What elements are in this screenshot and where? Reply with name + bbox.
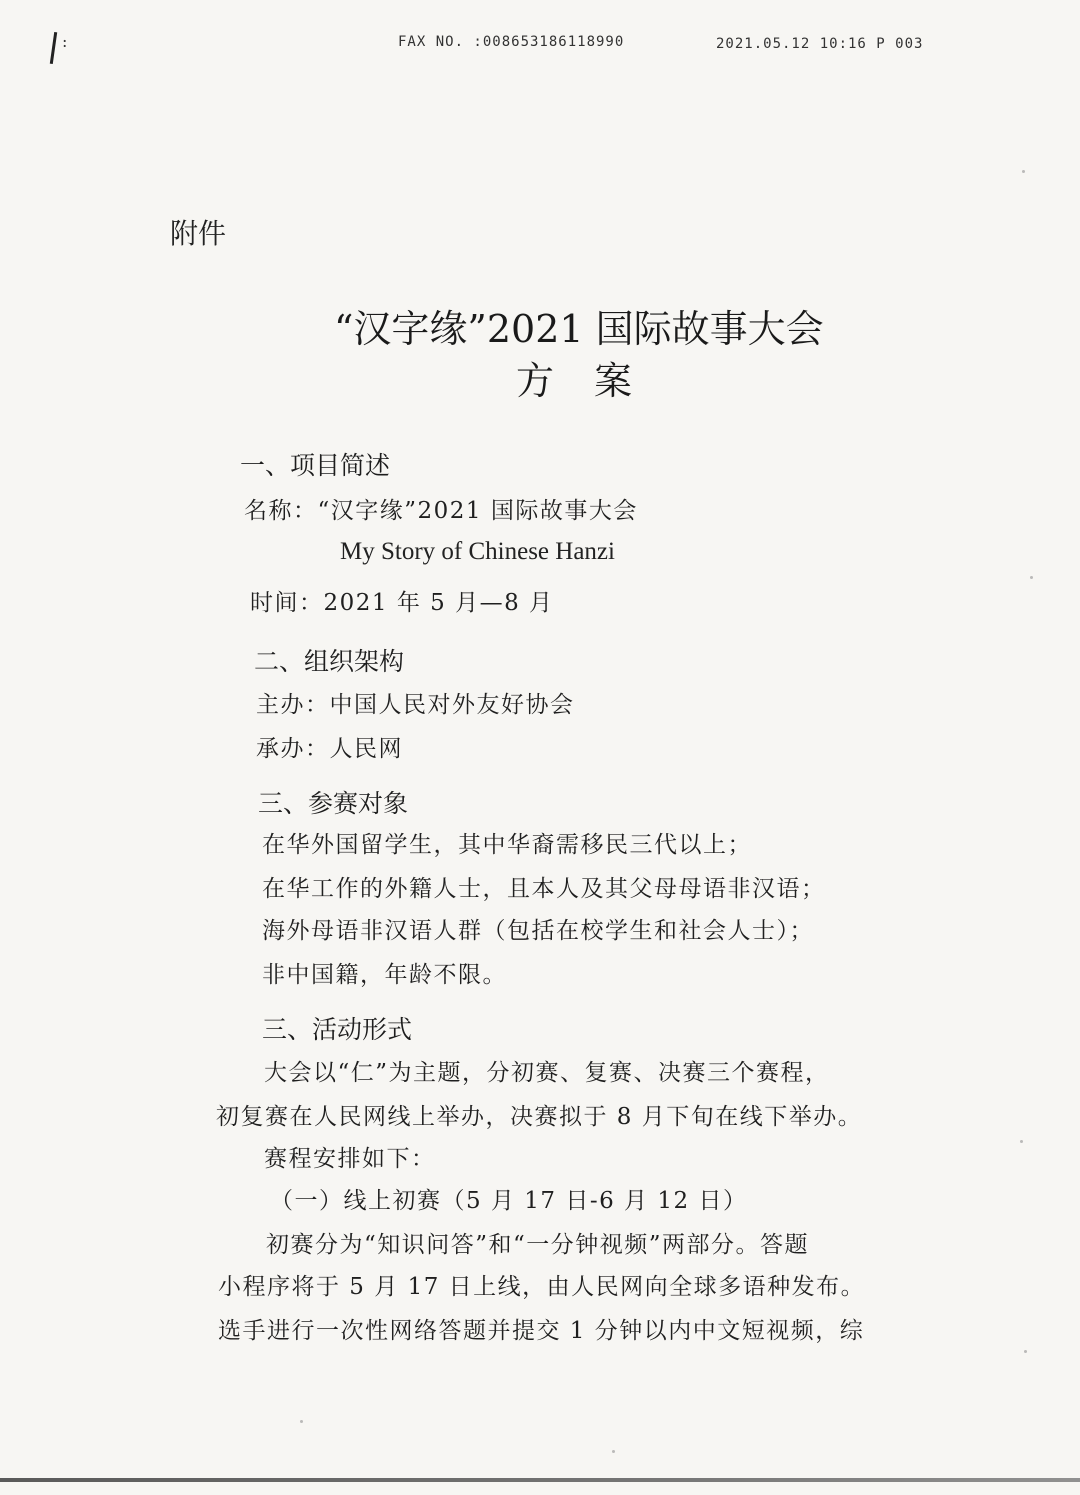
- section-heading-overview: 一、项目简述: [240, 451, 391, 480]
- event-english-name: My Story of Chinese Hanzi: [340, 538, 615, 565]
- stage1-heading: （一）线上初赛（5 月 17 日-6 月 12 日）: [270, 1188, 748, 1214]
- fax-number: FAX NO. :008653186118990: [398, 34, 625, 50]
- participant-item: 在华外国留学生，其中华裔需移民三代以上；: [262, 832, 752, 858]
- participant-item: 在华工作的外籍人士，且本人及其父母母语非汉语；: [262, 876, 826, 902]
- stage1-paragraph-line: 小程序将于 5 月 17 日上线，由人民网向全球多语种发布。: [218, 1274, 866, 1300]
- section-heading-participants: 三、参赛对象: [258, 789, 409, 818]
- scan-speck: [1030, 576, 1033, 579]
- format-paragraph-line: 大会以“仁”为主题，分初赛、复赛、决赛三个赛程，: [264, 1060, 830, 1086]
- schedule-intro: 赛程安排如下：: [264, 1146, 436, 1172]
- participant-item: 海外母语非汉语人群（包括在校学生和社会人士）；: [262, 918, 814, 944]
- scan-speck: [612, 1450, 615, 1453]
- host-line: 主办：中国人民对外友好协会: [256, 692, 575, 718]
- scan-edge-colon: :: [62, 32, 68, 51]
- section-heading-format: 三、活动形式: [262, 1015, 413, 1044]
- event-time-line: 时间：2021 年 5 月—8 月: [250, 590, 554, 616]
- scan-speck: [300, 1420, 303, 1423]
- document-subtitle: 方案: [516, 359, 673, 403]
- fax-datetime: 2021.05.12 10:16 P 003: [716, 36, 924, 52]
- document-title: “汉字缘”2021 国际故事大会: [334, 307, 824, 351]
- organizer-line: 承办：人民网: [256, 736, 403, 762]
- scan-speck: [1022, 170, 1025, 173]
- scan-bottom-edge: [0, 1478, 1080, 1482]
- scan-speck: [1024, 1350, 1027, 1353]
- participant-item: 非中国籍，年龄不限。: [262, 962, 507, 988]
- scan-edge-mark: [50, 32, 57, 64]
- format-paragraph-line: 初复赛在人民网线上举办，决赛拟于 8 月下旬在线下举办。: [216, 1104, 863, 1130]
- event-name-line: 名称：“汉字缘”2021 国际故事大会: [244, 498, 638, 524]
- attachment-label: 附件: [170, 217, 227, 250]
- stage1-paragraph-line: 初赛分为“知识问答”和“一分钟视频”两部分。答题: [266, 1232, 810, 1258]
- section-heading-organization: 二、组织架构: [254, 647, 405, 676]
- scan-speck: [1020, 1140, 1023, 1143]
- stage1-paragraph-line: 选手进行一次性网络答题并提交 1 分钟以内中文短视频，综: [218, 1318, 865, 1344]
